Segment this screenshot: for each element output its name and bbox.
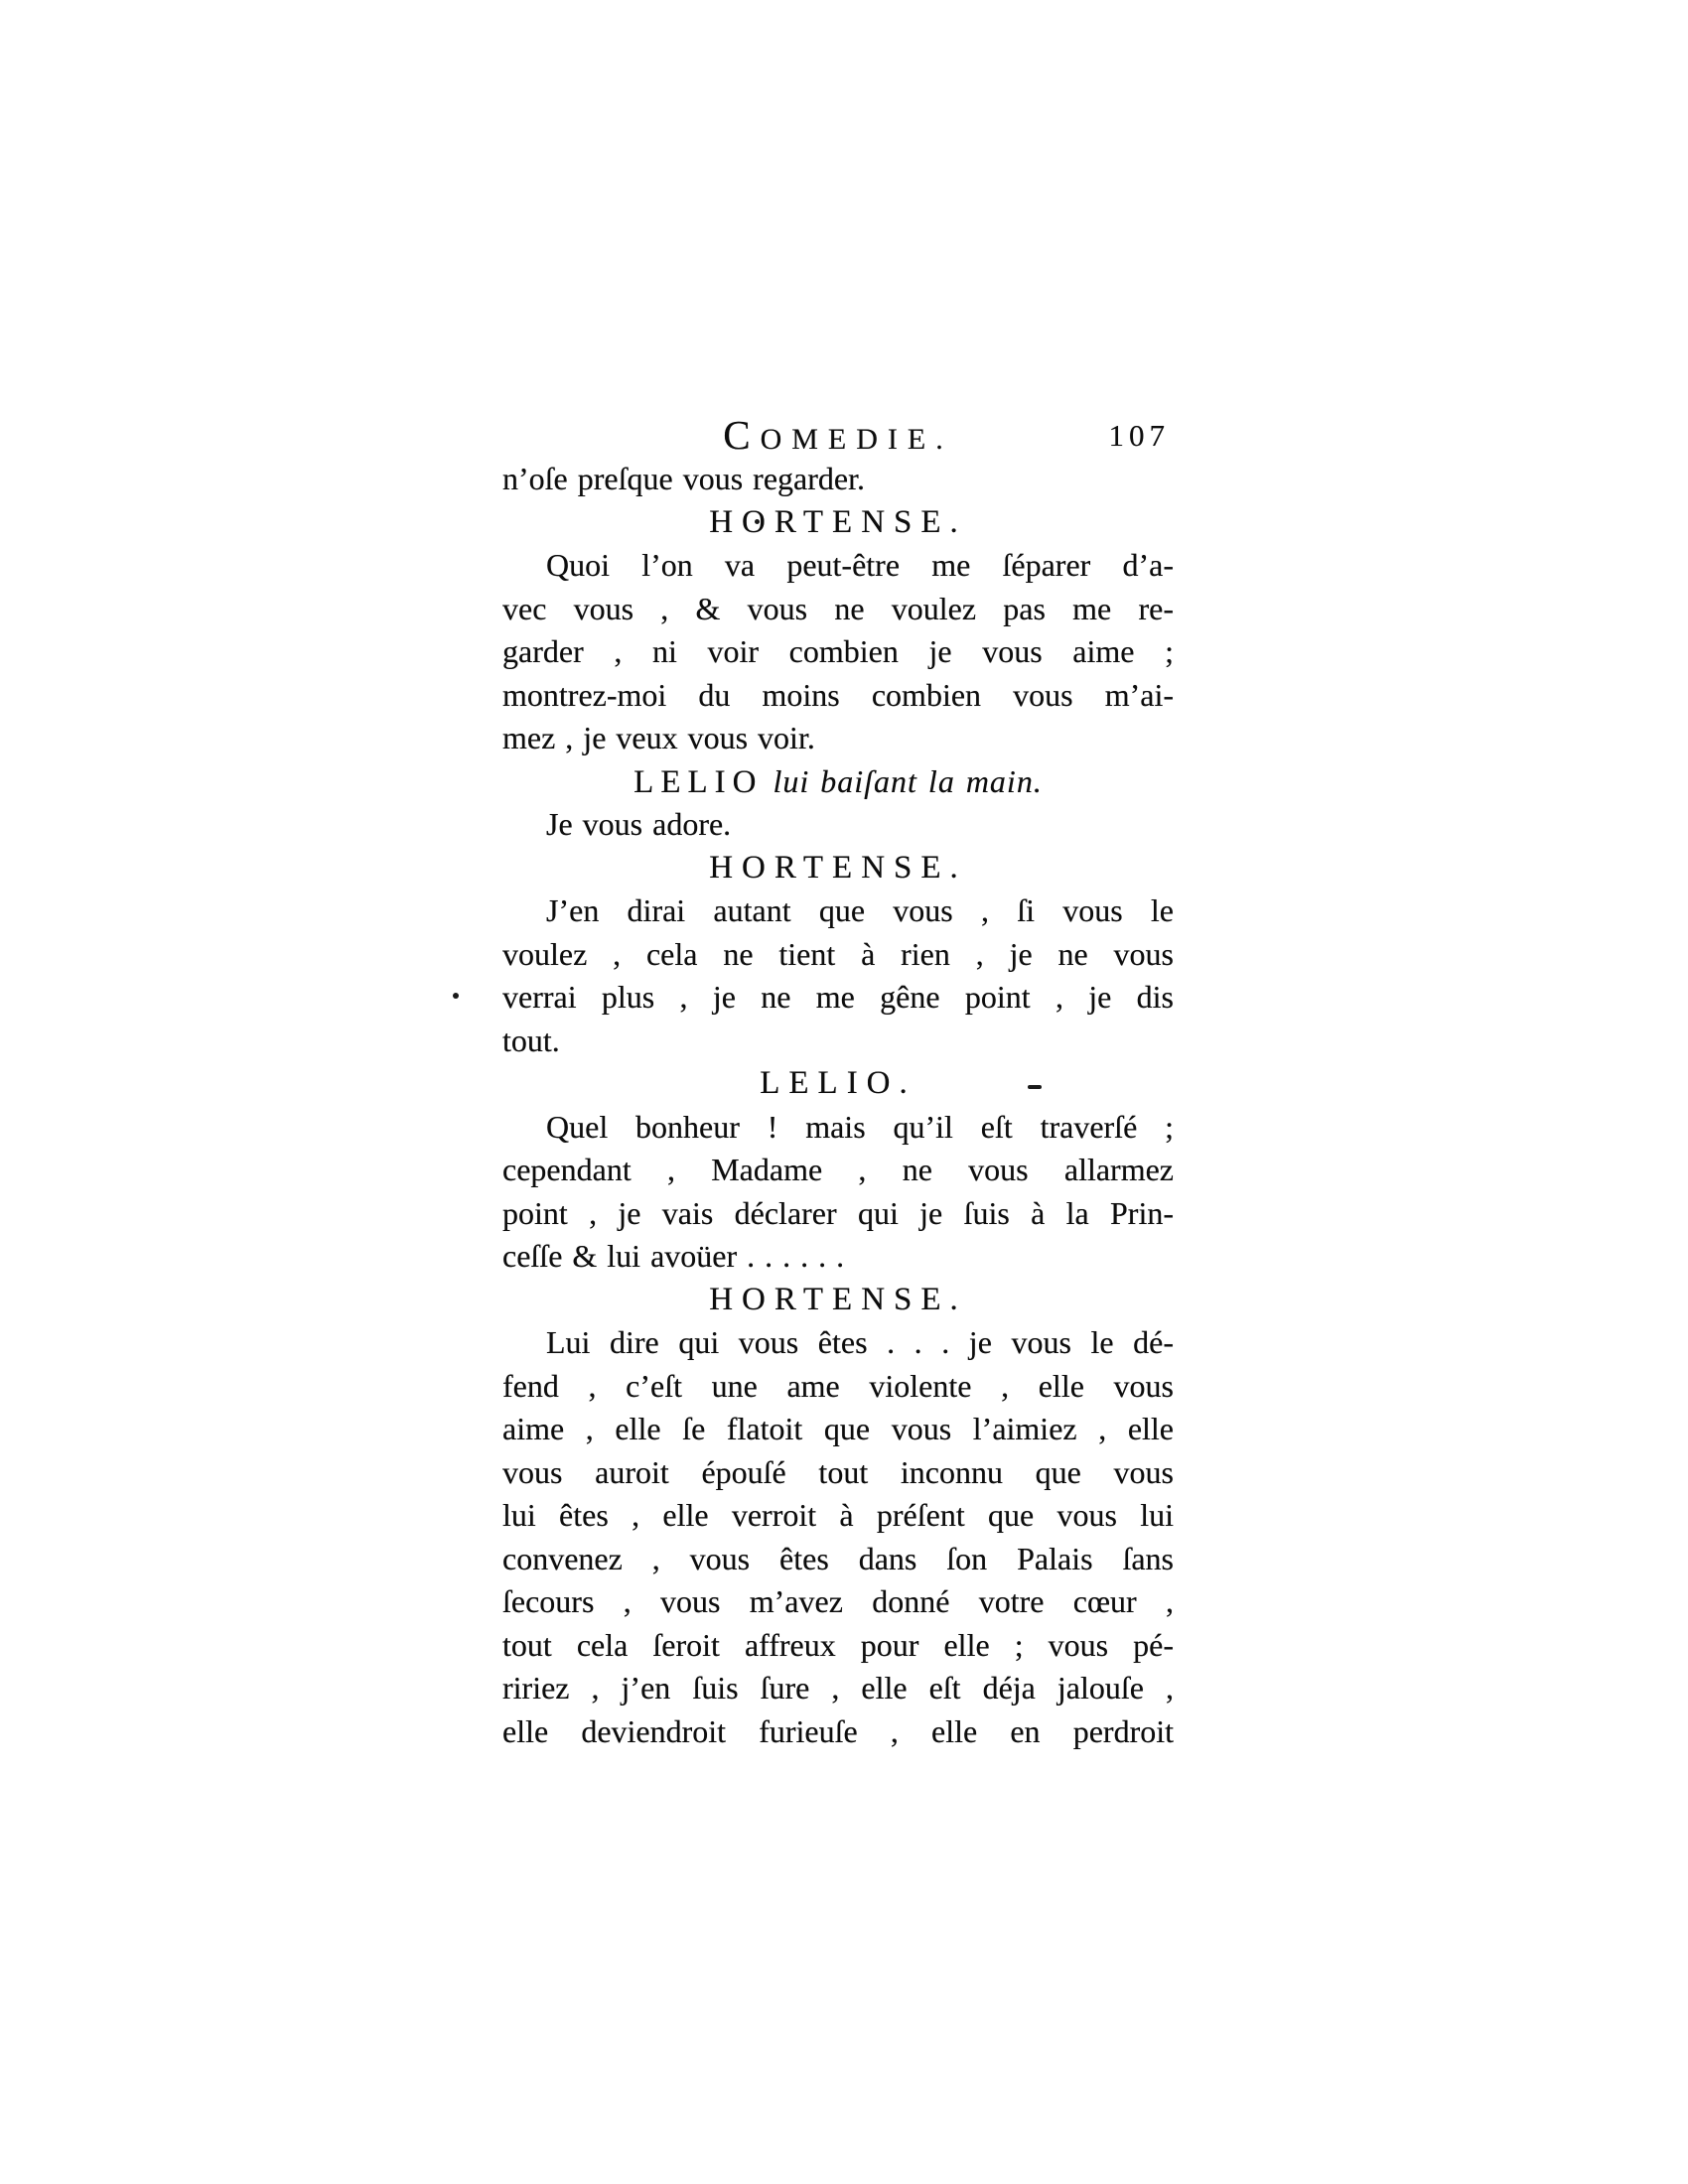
text-line: n’oſe preſque vous regarder. — [502, 461, 865, 496]
text-line: montrez-moi du moins combien vous m’ai- — [502, 676, 1174, 713]
text-line: vec vous , & vous ne voulez pas me re- — [502, 590, 1174, 626]
text-line: vous auroit épouſé tout inconnu que vous — [502, 1453, 1174, 1490]
text-line: voulez , cela ne tient à rien , je ne vous — [502, 935, 1174, 972]
text-line: Lui dire qui vous êtes . . . je vous le dé- — [546, 1324, 1174, 1360]
text-line: lui êtes , elle verroit à préſent que vous lui — [502, 1497, 1174, 1533]
text-line: ſecours , vous m’avez donné votre cœur , — [502, 1583, 1174, 1619]
text-line: Quel bonheur ! mais qu’il eſt traverſé ; — [546, 1108, 1174, 1145]
text-line: cependant , Madame , ne vous allarmez — [502, 1152, 1174, 1187]
text-line: ceſſe & lui avoüer . . . . . . — [502, 1238, 845, 1274]
text-line: elle deviendroit furieuſe , elle en perdroit — [502, 1712, 1174, 1749]
stage-direction-text: lui baiſant la main. — [773, 762, 1043, 799]
text-line: point , je vais déclarer qui je ſuis à la Prin- — [502, 1194, 1174, 1231]
text-line: ririez , j’en ſuis ſure , elle eſt déja jalouſe , — [502, 1670, 1174, 1706]
stage-direction — [502, 760, 1174, 804]
speaker-heading: LELIO. — [760, 1065, 916, 1101]
text-block — [502, 458, 1174, 1753]
text-line: tout cela ſeroit affreux pour elle ; vous pé- — [502, 1626, 1174, 1663]
text-line: Je vous adore. — [546, 806, 732, 842]
text-line: mez , je veux vous voir. — [502, 720, 815, 755]
text-line: tout. — [502, 1022, 560, 1058]
speaker-heading: HORTENSE. — [709, 503, 967, 540]
text-line: garder , ni voir combien je vous aime ; — [502, 633, 1174, 669]
speaker-heading: HORTENSE. — [709, 849, 967, 886]
running-title: COMEDIE. — [723, 412, 953, 458]
text-line: verrai plus , je ne me gêne point , je dis — [502, 979, 1174, 1015]
page-number: 107 — [1108, 418, 1170, 453]
text-line: aime , elle ſe flatoit que vous l’aimiez , elle — [502, 1411, 1174, 1446]
stage-speaker-name: LELIO — [633, 763, 764, 800]
text-line: convenez , vous êtes dans ſon Palais ſans — [502, 1540, 1174, 1576]
text-line: Quoi l’on va peut-être me ſéparer d’a- — [546, 547, 1174, 583]
page-header — [502, 413, 1174, 458]
speaker-heading: HORTENSE. — [709, 1281, 967, 1317]
text-column — [502, 413, 1174, 1753]
text-line: fend , c’eſt une ame violente , elle vous — [502, 1367, 1174, 1404]
text-line: J’en dirai autant que vous , ſi vous le — [546, 892, 1174, 928]
ink-speck — [453, 993, 459, 999]
